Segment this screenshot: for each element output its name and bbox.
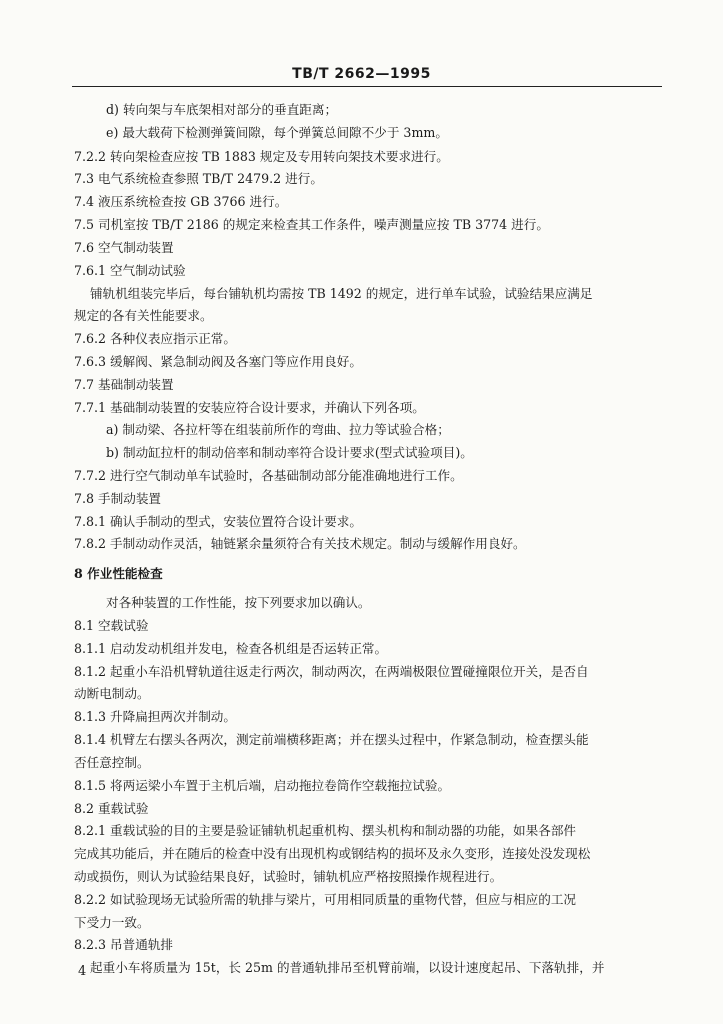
standard-header: TB/T 2662—1995 — [292, 66, 431, 82]
clause-line: 8.1.1 启动发动机组并发电，检查各机组是否运转正常。 — [74, 641, 388, 656]
clause-line: 7.8.1 确认手制动的型式，安装位置符合设计要求。 — [74, 514, 362, 529]
clause-line: 7.6.3 缓解阀、紧急制动阀及各塞门等应作用良好。 — [74, 354, 362, 369]
text-line: 起重小车将质量为 15t，长 25m 的普通轨排吊至机臂前端，以设计速度起吊、下落轨排，并 — [90, 960, 605, 975]
chapter-heading: 8 作业性能检查 — [74, 566, 163, 581]
text-line: d) 转向架与车底架相对部分的垂直距离； — [106, 102, 338, 117]
section-heading: 8.1 空载试验 — [74, 618, 149, 633]
text-line: e) 最大载荷下检测弹簧间隙，每个弹簧总间隙不少于 3mm。 — [106, 125, 448, 140]
clause-line: 7.6.2 各种仪表应指示正常。 — [74, 331, 236, 346]
clause-line: 7.7.1 基础制动装置的安装应符合设计要求，并确认下列各项。 — [74, 400, 425, 415]
clause-line: 7.3 电气系统检查参照 TB/T 2479.2 进行。 — [74, 171, 323, 186]
header-rule — [72, 86, 662, 87]
text-line: 完成其功能后，并在随后的检查中没有出现机构或钢结构的损坏及永久变形，连接处没发现松 — [74, 846, 591, 861]
text-line: 铺轨机组装完毕后，每台铺轨机均需按 TB 1492 的规定，进行单车试验，试验结果应满足 — [90, 286, 593, 301]
text-line: 下受力一致。 — [74, 915, 150, 930]
section-heading: 8.2 重载试验 — [74, 801, 149, 816]
section-heading: 7.8 手制动装置 — [74, 491, 162, 506]
section-heading: 7.6.1 空气制动试验 — [74, 263, 186, 278]
clause-line: 7.2.2 转向架检查应按 TB 1883 规定及专用转向架技术要求进行。 — [74, 149, 449, 164]
clause-line: 8.1.5 将两运梁小车置于主机后端，启动拖拉卷筒作空载拖拉试验。 — [74, 778, 451, 793]
text-line: b) 制动缸拉杆的制动倍率和制动率符合设计要求(型式试验项目)。 — [106, 445, 473, 460]
text-line: 否任意控制。 — [74, 755, 150, 770]
clause-line: 7.7.2 进行空气制动单车试验时，各基础制动部分能准确地进行工作。 — [74, 468, 463, 483]
text-line: 规定的各有关性能要求。 — [74, 308, 213, 323]
section-heading: 7.7 基础制动装置 — [74, 377, 174, 392]
clause-line: 8.1.3 升降扁担两次并制动。 — [74, 709, 236, 724]
section-heading: 8.2.3 吊普通轨排 — [74, 937, 174, 952]
text-line: 对各种装置的工作性能，按下列要求加以确认。 — [106, 595, 371, 610]
clause-line: 7.8.2 手制动动作灵活，轴链紧余量须符合有关技术规定。制动与缓解作用良好。 — [74, 536, 526, 551]
text-line: 动或损伤，则认为试验结果良好，试验时，铺轨机应严格按照操作规程进行。 — [74, 869, 503, 884]
section-heading: 7.6 空气制动装置 — [74, 240, 174, 255]
clause-line: 8.2.2 如试验现场无试验所需的轨排与梁片，可用相同质量的重物代替，但应与相应的工况 — [74, 892, 577, 907]
clause-line: 8.2.1 重载试验的目的主要是验证铺轨机起重机构、摆头机构和制动器的功能，如果各部件 — [74, 823, 577, 838]
page-number: 4 — [78, 964, 87, 979]
clause-line: 7.4 液压系统检查按 GB 3766 进行。 — [74, 194, 288, 209]
clause-line: 8.1.4 机臂左右摆头各两次，测定前端横移距离；并在摆头过程中，作紧急制动，检查摆头能 — [74, 732, 589, 747]
clause-line: 7.5 司机室按 TB/T 2186 的规定来检查其工作条件，噪声测量应按 TB 3774 进行。 — [74, 217, 549, 232]
text-line: a) 制动梁、各拉杆等在组装前所作的弯曲、拉力等试验合格； — [106, 422, 450, 437]
text-line: 动断电制动。 — [74, 686, 150, 701]
clause-line: 8.1.2 起重小车沿机臂轨道往返走行两次，制动两次，在两端极限位置碰撞限位开关，是否自 — [74, 664, 589, 679]
